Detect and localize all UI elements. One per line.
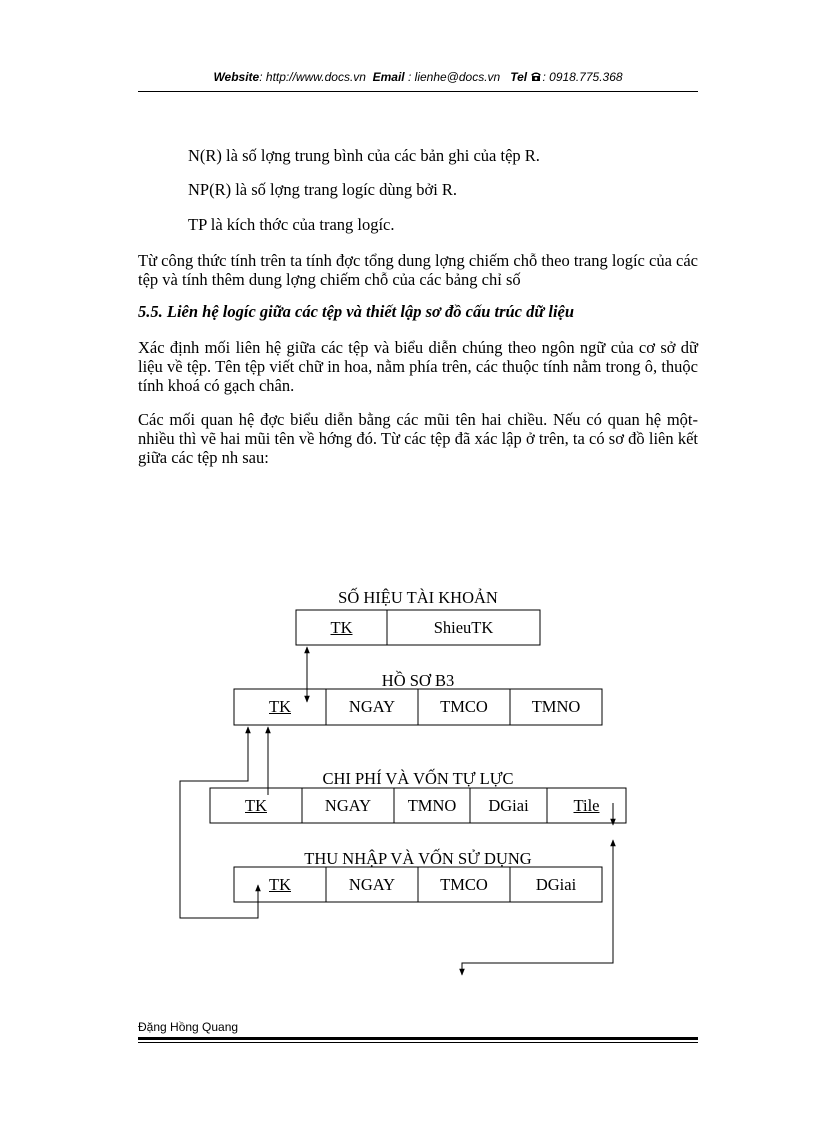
field-tmco: TMCO [440, 875, 488, 894]
table-title-so-hieu-tai-khoan: SỐ HIỆU TÀI KHOẢN [338, 588, 498, 607]
text-line-tp: TP là kích thớc của trang logíc. [188, 215, 395, 234]
paragraph-arrows: Các mối quan hệ đợc biểu diễn bằng các mũi tên hai chiều. Nếu có quan hệ một- nhiều thì vẽ hai mũi tên về hớng đó. Từ các tệp đã xác lập ở trên, ta có sơ đồ liên kết giữa các tệp nh sau: [138, 410, 698, 467]
footer-author: Đặng Hồng Quang [138, 1020, 239, 1034]
section-heading: 5.5. Liên hệ logíc giữa các tệp và thiết lập sơ đồ cấu trúc dữ liệu [138, 302, 575, 321]
tel-label: Tel [510, 70, 528, 84]
email-value: : lienhe@docs.vn [407, 70, 501, 84]
field-tk: TK [269, 697, 291, 716]
field-tk: TK [330, 618, 353, 637]
field-tile: Tile [573, 796, 600, 815]
field-tk: TK [269, 875, 291, 894]
table-title-thu-nhap: THU NHẬP VÀ VỐN SỬ DỤNG [304, 849, 532, 868]
table-title-chi-phi: CHI PHÍ VÀ VỐN TỰ LỰC [322, 769, 514, 788]
footer-rule-thin [138, 1042, 698, 1043]
field-ngay: NGAY [348, 875, 396, 894]
field-tmno: TMNO [531, 697, 581, 716]
text-line-nr: N(R) là số lợng trung bình của các bản ghi của tệp R. [188, 146, 540, 165]
email-label: Email [372, 70, 405, 84]
field-tmno: TMNO [407, 796, 457, 815]
tel-value: : 0918.775.368 [542, 70, 623, 84]
footer-rule-thick [138, 1037, 698, 1040]
table-title-ho-so-b3: HỒ SƠ B3 [381, 671, 455, 690]
field-dgiai: DGiai [488, 796, 529, 815]
website-value: : http://www.docs.vn [259, 70, 366, 84]
website-label: Website [213, 70, 260, 84]
paragraph-relations: Xác định mối liên hệ giữa các tệp và biểu diễn chúng theo ngôn ngữ của cơ sở dữ liệu về tệp. Tên tệp viết chữ in hoa, nằm phía trên, các thuộc tính nằm trong ô, thuộc tính khoá có gạch chân. [138, 338, 698, 395]
field-dgiai: DGiai [535, 875, 577, 894]
field-tmco: TMCO [440, 697, 488, 716]
field-ngay: NGAY [324, 796, 372, 815]
paragraph-capacity: Từ công thức tính trên ta tính đợc tổng dung lợng chiếm chỗ theo trang logíc của các tệp và tính thêm dung lợng chiếm chỗ của các bảng chỉ số [138, 251, 698, 289]
text-line-npr: NP(R) là số lợng trang logíc dùng bởi R. [188, 180, 458, 199]
field-shieutk: ShieuTK [433, 618, 494, 637]
field-tk: TK [245, 796, 267, 815]
field-ngay: NGAY [348, 697, 396, 716]
